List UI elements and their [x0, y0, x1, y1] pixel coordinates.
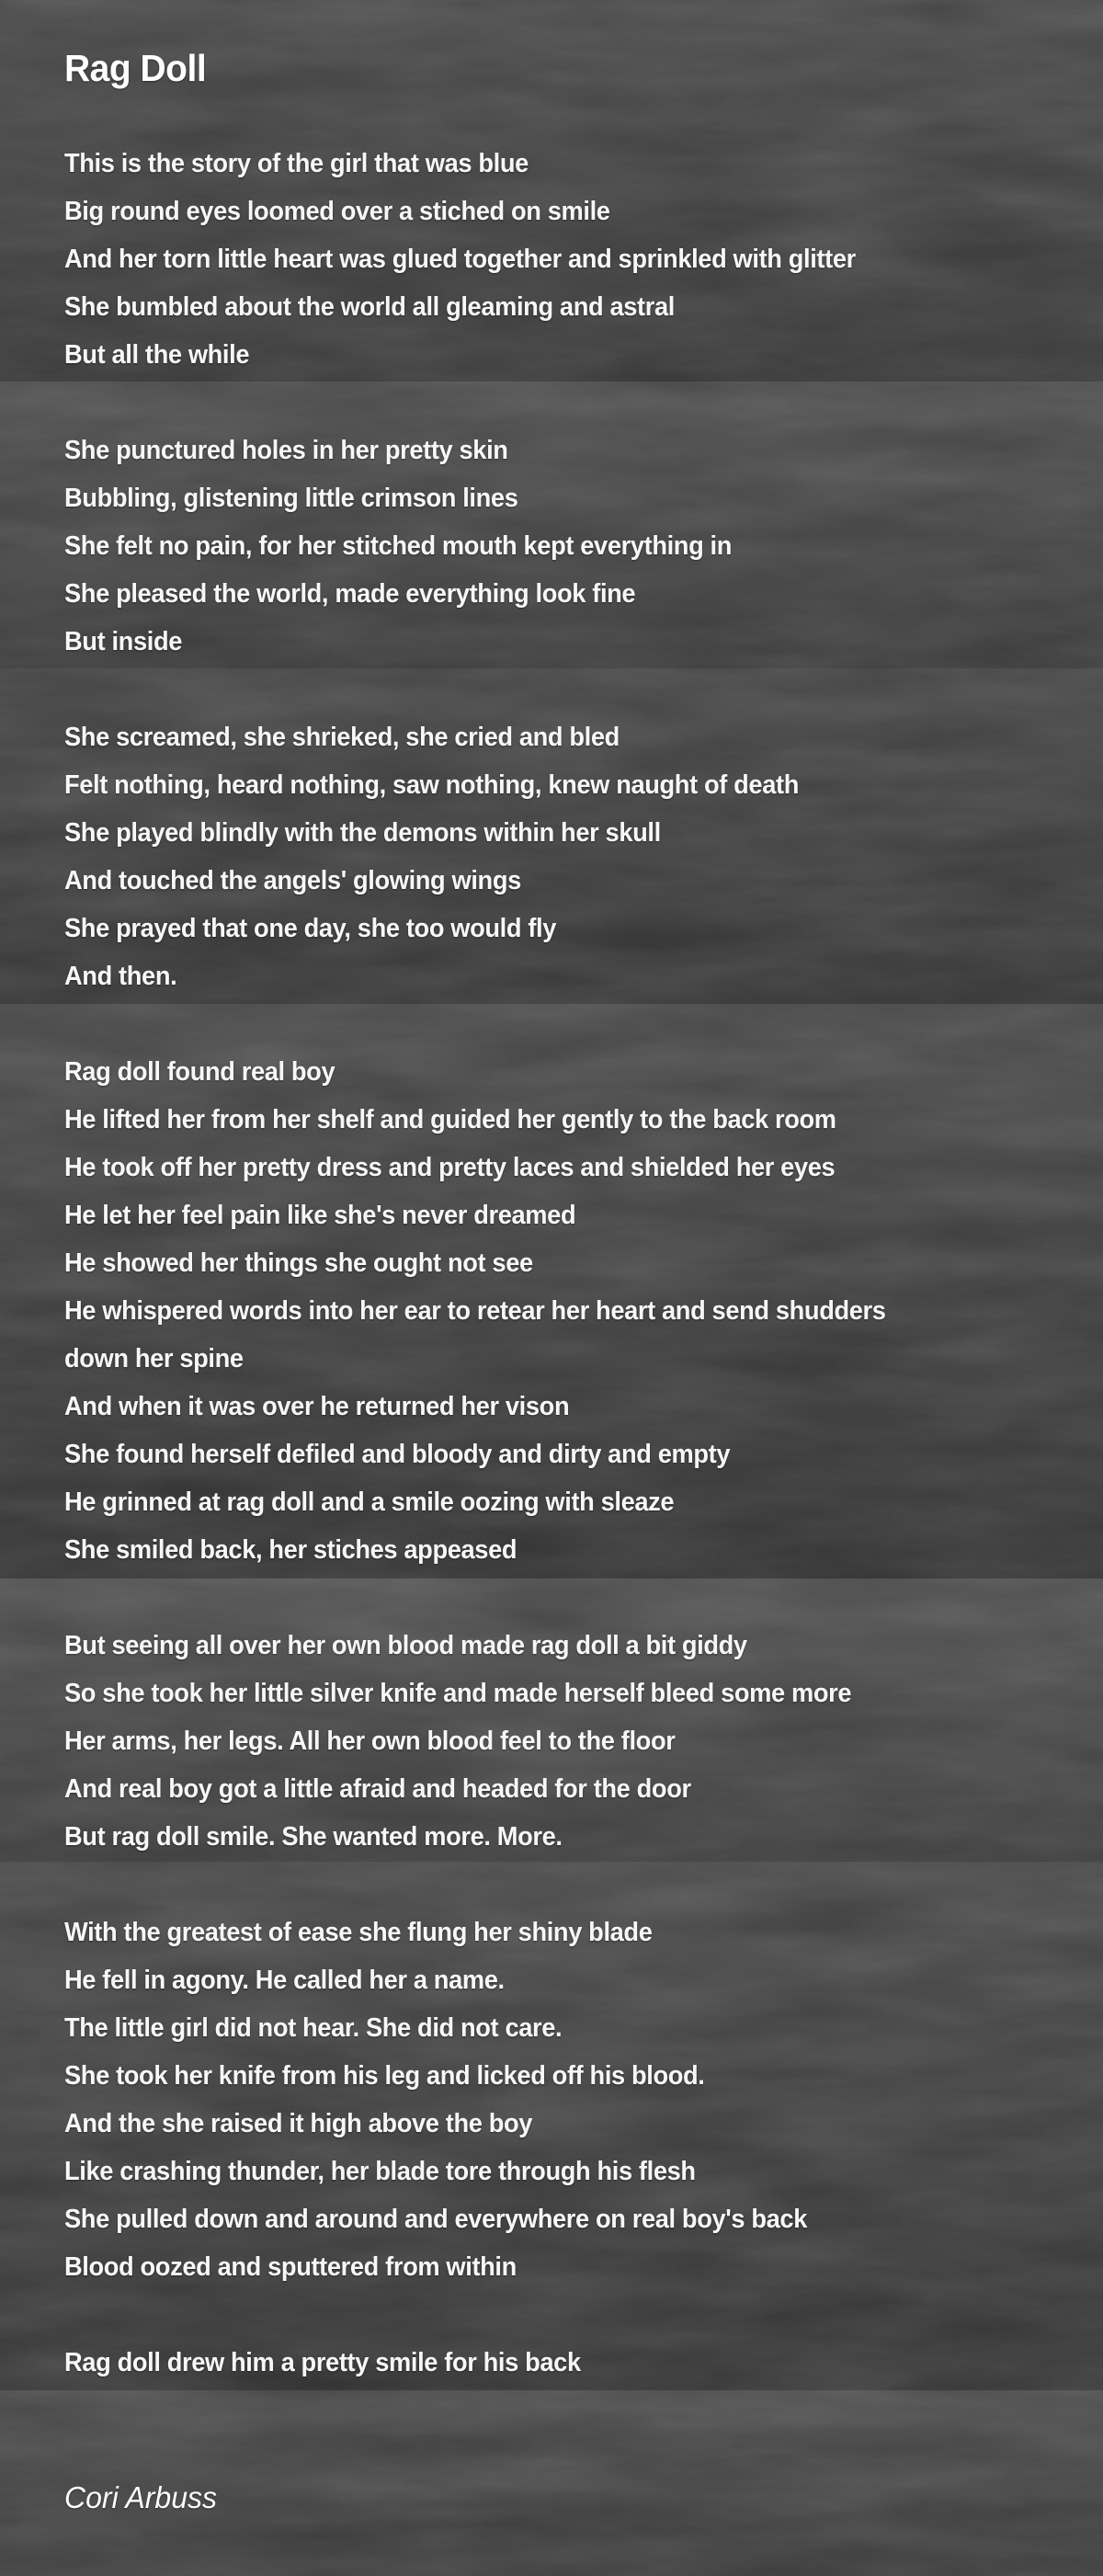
poem-line: Rag doll found real boy: [64, 1057, 335, 1087]
poem-line: This is the story of the girl that was blue: [64, 149, 529, 178]
poem-line: He grinned at rag doll and a smile oozing with sleaze: [64, 1487, 675, 1517]
poem-line: She bumbled about the world all gleaming and astral: [64, 292, 675, 322]
poem-line: She played blindly with the demons within her skull: [64, 818, 661, 848]
poem-line: She screamed, she shrieked, she cried and bled: [64, 723, 620, 752]
poem-author: Cori Arbuss: [64, 2480, 218, 2514]
poem-title: Rag Doll: [64, 47, 207, 89]
poem-stanza: [64, 1909, 1066, 2291]
poem-line: She took her knife from his leg and licked off his blood.: [64, 2061, 705, 2091]
poem-line: down her spine: [64, 1344, 244, 1373]
poem-line: He let her feel pain like she's never dreamed: [64, 1201, 576, 1230]
poem-line: She pleased the world, made everything look fine: [64, 579, 636, 609]
poem-line: Rag doll drew him a pretty smile for his back: [64, 2348, 581, 2377]
poem-line: He fell in agony. He called her a name.: [64, 1966, 505, 1995]
poem-line: But all the while: [64, 340, 250, 370]
poem-line: Like crashing thunder, her blade tore through his flesh: [64, 2157, 696, 2186]
poem-line: With the greatest of ease she flung her shiny blade: [64, 1918, 653, 1947]
poem-line: But inside: [64, 627, 183, 656]
poem-line: And her torn little heart was glued together and sprinkled with glitter: [64, 245, 856, 274]
poem-line: And when it was over he returned her vison: [64, 1392, 570, 1421]
poem-line: She pulled down and around and everywhere on real boy's back: [64, 2205, 807, 2234]
poem-line: Bubbling, glistening little crimson lines: [64, 484, 518, 513]
poem-line: She prayed that one day, she too would fly: [64, 914, 557, 943]
poem-stanza: [64, 2339, 1066, 2387]
poem-line: She punctured holes in her pretty skin: [64, 436, 508, 465]
poem-line: He took off her pretty dress and pretty laces and shielded her eyes: [64, 1153, 836, 1182]
poem-stanza: [64, 713, 1066, 1000]
poem-line: The little girl did not hear. She did not care.: [64, 2013, 563, 2043]
poem-line: Blood oozed and sputtered from within: [64, 2252, 517, 2282]
poem-line: She found herself defiled and bloody and dirty and empty: [64, 1440, 731, 1469]
poem-line: And then.: [64, 962, 177, 991]
poem-line: He showed her things she ought not see: [64, 1248, 533, 1278]
poem-stanza: [64, 427, 1066, 666]
poem-stanza: [64, 1622, 1066, 1861]
poem-line: She felt no pain, for her stitched mouth kept everything in: [64, 531, 733, 561]
poem-line: He lifted her from her shelf and guided her gently to the back room: [64, 1105, 836, 1134]
poem-line: And the she raised it high above the boy: [64, 2109, 533, 2138]
poem-line: Her arms, her legs. All her own blood feel to the floor: [64, 1727, 676, 1756]
poem-line: But rag doll smile. She wanted more. More.: [64, 1822, 563, 1852]
poem-line: He whispered words into her ear to retear her heart and send shudders: [64, 1296, 886, 1326]
poem-line: Big round eyes loomed over a stiched on smile: [64, 197, 610, 226]
poem-line: Felt nothing, heard nothing, saw nothing, knew naught of death: [64, 770, 799, 800]
poem-stanza: [64, 140, 1066, 379]
poem-line: And touched the angels' glowing wings: [64, 866, 521, 895]
poem-stanza: [64, 1048, 1066, 1574]
poem-line: But seeing all over her own blood made rag doll a bit giddy: [64, 1631, 747, 1660]
poem-line: She smiled back, her stiches appeased: [64, 1535, 517, 1565]
poem-line: And real boy got a little afraid and headed for the door: [64, 1774, 691, 1804]
poem-line: So she took her little silver knife and made herself bleed some more: [64, 1679, 852, 1708]
